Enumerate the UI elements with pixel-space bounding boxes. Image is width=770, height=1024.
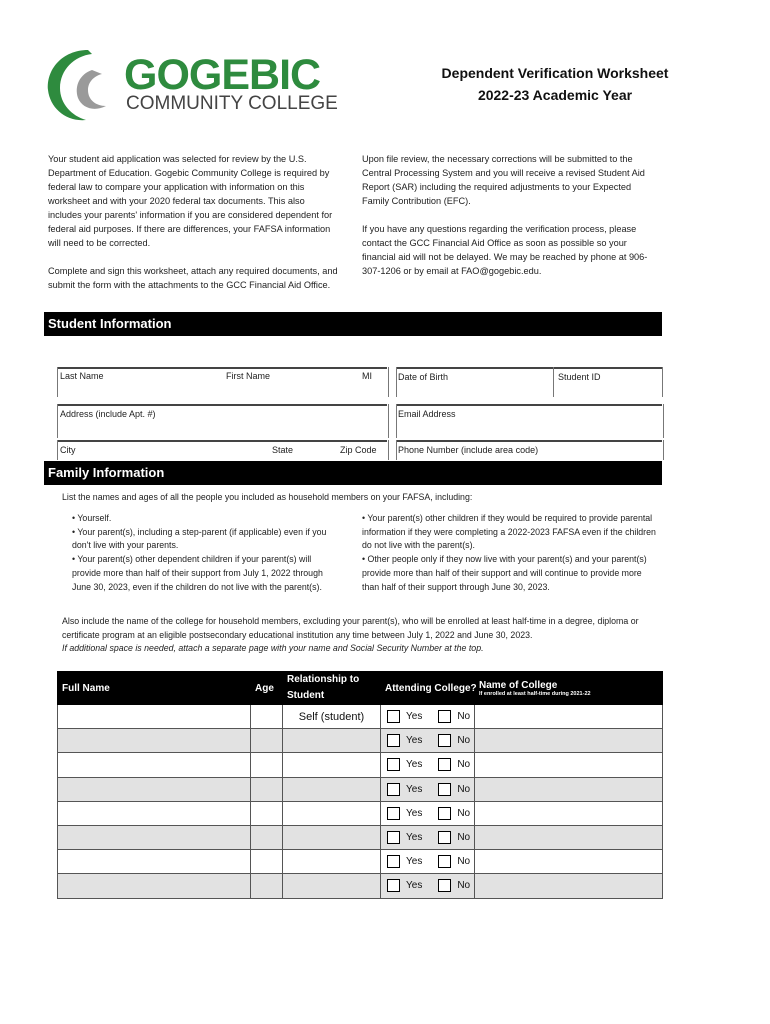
age-cell[interactable] xyxy=(251,729,283,753)
intro-left xyxy=(48,152,340,306)
title-line-2: 2022-23 Academic Year xyxy=(477,87,633,103)
no-label: No xyxy=(457,711,471,723)
yes-label: Yes xyxy=(406,735,423,747)
full-name-cell[interactable] xyxy=(58,825,251,849)
college-name-cell[interactable] xyxy=(475,705,663,729)
dob-label: Date of Birth xyxy=(398,372,449,382)
relationship-cell[interactable] xyxy=(283,705,381,729)
yes-checkbox[interactable] xyxy=(387,807,400,820)
full-name-cell[interactable] xyxy=(58,874,251,898)
no-checkbox[interactable] xyxy=(438,734,451,747)
relationship-value: Self (student) xyxy=(298,710,365,723)
attending-cell xyxy=(381,850,475,874)
no-label: No xyxy=(457,856,471,868)
also-include-paragraph: Also include the name of the college for household members, excluding your parent(s), who will be enrolled at least half-time in a degree, diploma or certificate program at an eligible postsecondary educational institution any time between July 1, 2022 and June 30, 2023. xyxy=(62,616,639,640)
age-cell[interactable] xyxy=(251,850,283,874)
relationship-cell[interactable] xyxy=(283,825,381,849)
attending-cell xyxy=(381,801,475,825)
relationship-cell[interactable] xyxy=(283,729,381,753)
household-table xyxy=(57,671,663,899)
table-row xyxy=(58,850,663,874)
yes-label: Yes xyxy=(406,880,423,892)
col-relationship: Relationship to Student xyxy=(283,672,381,705)
attach-note: If additional space is needed, attach a separate page with your name and Social Security Number at the top. xyxy=(62,643,484,654)
table-header-row xyxy=(58,672,663,705)
list-item: • Other people only if they now live with your parent(s) and your parent(s) provide more than half of their support and will continue to provide more than half of their support through June 30, 2023. xyxy=(362,554,647,592)
last-first-mi-field[interactable] xyxy=(57,367,389,397)
no-checkbox[interactable] xyxy=(438,855,451,868)
college-name-cell[interactable] xyxy=(475,801,663,825)
phone-label: Phone Number (include area code) xyxy=(398,445,539,455)
list-item: • Your parent(s) other children if they would be required to provide parental information if they were completing a 2022-2023 FAFSA even if the children do not live with the parent(s). xyxy=(362,513,656,551)
yes-checkbox[interactable] xyxy=(387,783,400,796)
col-full-name: Full Name xyxy=(58,672,251,705)
no-checkbox[interactable] xyxy=(438,783,451,796)
address-label: Address (include Apt. #) xyxy=(60,409,156,419)
full-name-cell[interactable] xyxy=(58,705,251,729)
attending-cell xyxy=(381,825,475,849)
col-attending: Attending College? xyxy=(381,672,475,705)
table-row xyxy=(58,801,663,825)
age-cell[interactable] xyxy=(251,825,283,849)
logo-name: GOGEBIC xyxy=(124,51,321,99)
list-item: • Yourself. xyxy=(72,513,112,523)
yes-label: Yes xyxy=(406,832,423,844)
no-checkbox[interactable] xyxy=(438,807,451,820)
relationship-cell[interactable] xyxy=(283,801,381,825)
email-label: Email Address xyxy=(398,409,456,419)
family-info-heading: Family Information xyxy=(44,461,662,485)
yes-checkbox[interactable] xyxy=(387,831,400,844)
intro-paragraph: Your student aid application was selected for review by the U.S. Department of Education. Gogebic Community College is required by federal law to compare your application with information on this worksheet and with your 2020 federal tax documents. This also includes your parents' information if you are considered dependent for federal aid purposes. If there are differences, your FAFSA information will need to be corrected. xyxy=(48,154,333,248)
age-cell[interactable] xyxy=(251,874,283,898)
col-college-title: Name of College xyxy=(479,679,558,691)
intro-paragraph: Complete and sign this worksheet, attach any required documents, and submit the form with the attachments to the GCC Financial Aid Office. xyxy=(48,266,338,290)
college-name-cell[interactable] xyxy=(475,850,663,874)
yes-checkbox[interactable] xyxy=(387,758,400,771)
no-label: No xyxy=(457,832,471,844)
no-checkbox[interactable] xyxy=(438,710,451,723)
college-logo-swoosh xyxy=(44,44,114,124)
city-label: City xyxy=(60,445,76,455)
college-name-cell[interactable] xyxy=(475,777,663,801)
student-id-label: Student ID xyxy=(558,372,601,382)
family-lead-text: List the names and ages of all the people you included as household members on your FAFSA, including: xyxy=(62,492,473,502)
college-name-cell[interactable] xyxy=(475,729,663,753)
attending-cell xyxy=(381,729,475,753)
document-title xyxy=(395,62,715,106)
also-include-text xyxy=(62,615,662,656)
yes-label: Yes xyxy=(406,759,423,771)
list-item: • Your parent(s) other dependent children if your parent(s) will provide more than half of their support from July 1, 2022 through June 30, 2023, even if the children do not live with the parent(s). xyxy=(72,554,323,592)
student-info-heading: Student Information xyxy=(44,312,662,336)
title-line-1: Dependent Verification Worksheet xyxy=(441,65,669,81)
full-name-cell[interactable] xyxy=(58,801,251,825)
yes-label: Yes xyxy=(406,783,423,795)
zip-label: Zip Code xyxy=(340,445,377,455)
age-cell[interactable] xyxy=(251,705,283,729)
relationship-cell[interactable] xyxy=(283,777,381,801)
relationship-cell[interactable] xyxy=(283,874,381,898)
list-item: • Your parent(s), including a step-parent (if applicable) even if you don't live with your parents. xyxy=(72,526,327,551)
yes-checkbox[interactable] xyxy=(387,710,400,723)
full-name-cell[interactable] xyxy=(58,729,251,753)
attending-cell xyxy=(381,705,475,729)
age-cell[interactable] xyxy=(251,801,283,825)
left-bullets xyxy=(72,512,342,594)
table-row xyxy=(58,874,663,898)
table-row xyxy=(58,705,663,729)
full-name-cell[interactable] xyxy=(58,850,251,874)
col-college xyxy=(475,672,663,705)
last-name-label: Last Name xyxy=(60,371,104,381)
yes-checkbox[interactable] xyxy=(387,855,400,868)
right-bullets xyxy=(362,512,660,594)
college-name-cell[interactable] xyxy=(475,825,663,849)
no-label: No xyxy=(457,759,471,771)
full-name-cell[interactable] xyxy=(58,777,251,801)
full-name-cell[interactable] xyxy=(58,753,251,777)
first-name-label: First Name xyxy=(226,371,271,381)
age-cell[interactable] xyxy=(251,777,283,801)
age-cell[interactable] xyxy=(251,753,283,777)
yes-label: Yes xyxy=(406,856,423,868)
mi-label: MI xyxy=(362,371,372,381)
intro-paragraph: Upon file review, the necessary corrections will be submitted to the Central Processing System and you will receive a revised Student Aid Report (SAR) including the required adjustments to your Expected Family Contribution (EFC). xyxy=(362,154,645,206)
col-age: Age xyxy=(251,672,283,705)
college-name-cell[interactable] xyxy=(475,874,663,898)
yes-label: Yes xyxy=(406,711,423,723)
table-row xyxy=(58,729,663,753)
intro-paragraph: If you have any questions regarding the verification process, please contact the GCC Financial Aid Office as soon as possible so your financial aid will not be delayed. We may be reached by phone at 906-307-1206 or by email at FAO@gogebic.edu. xyxy=(362,224,648,276)
attending-cell xyxy=(381,777,475,801)
col-college-subtitle: If enrolled at least half-time during 2021-22 xyxy=(479,690,591,697)
no-checkbox[interactable] xyxy=(438,831,451,844)
yes-label: Yes xyxy=(406,807,423,819)
no-label: No xyxy=(457,880,471,892)
no-label: No xyxy=(457,807,471,819)
intro-right xyxy=(362,152,658,292)
no-label: No xyxy=(457,783,471,795)
table-row xyxy=(58,777,663,801)
state-label: State xyxy=(272,445,294,455)
yes-checkbox[interactable] xyxy=(387,734,400,747)
logo-subtitle: COMMUNITY COLLEGE xyxy=(126,93,338,114)
table-row xyxy=(58,753,663,777)
no-label: No xyxy=(457,735,471,747)
relationship-cell[interactable] xyxy=(283,753,381,777)
college-name-cell[interactable] xyxy=(475,753,663,777)
relationship-cell[interactable] xyxy=(283,850,381,874)
attending-cell xyxy=(381,753,475,777)
table-row xyxy=(58,825,663,849)
no-checkbox[interactable] xyxy=(438,879,451,892)
attending-cell xyxy=(381,874,475,898)
yes-checkbox[interactable] xyxy=(387,879,400,892)
no-checkbox[interactable] xyxy=(438,758,451,771)
